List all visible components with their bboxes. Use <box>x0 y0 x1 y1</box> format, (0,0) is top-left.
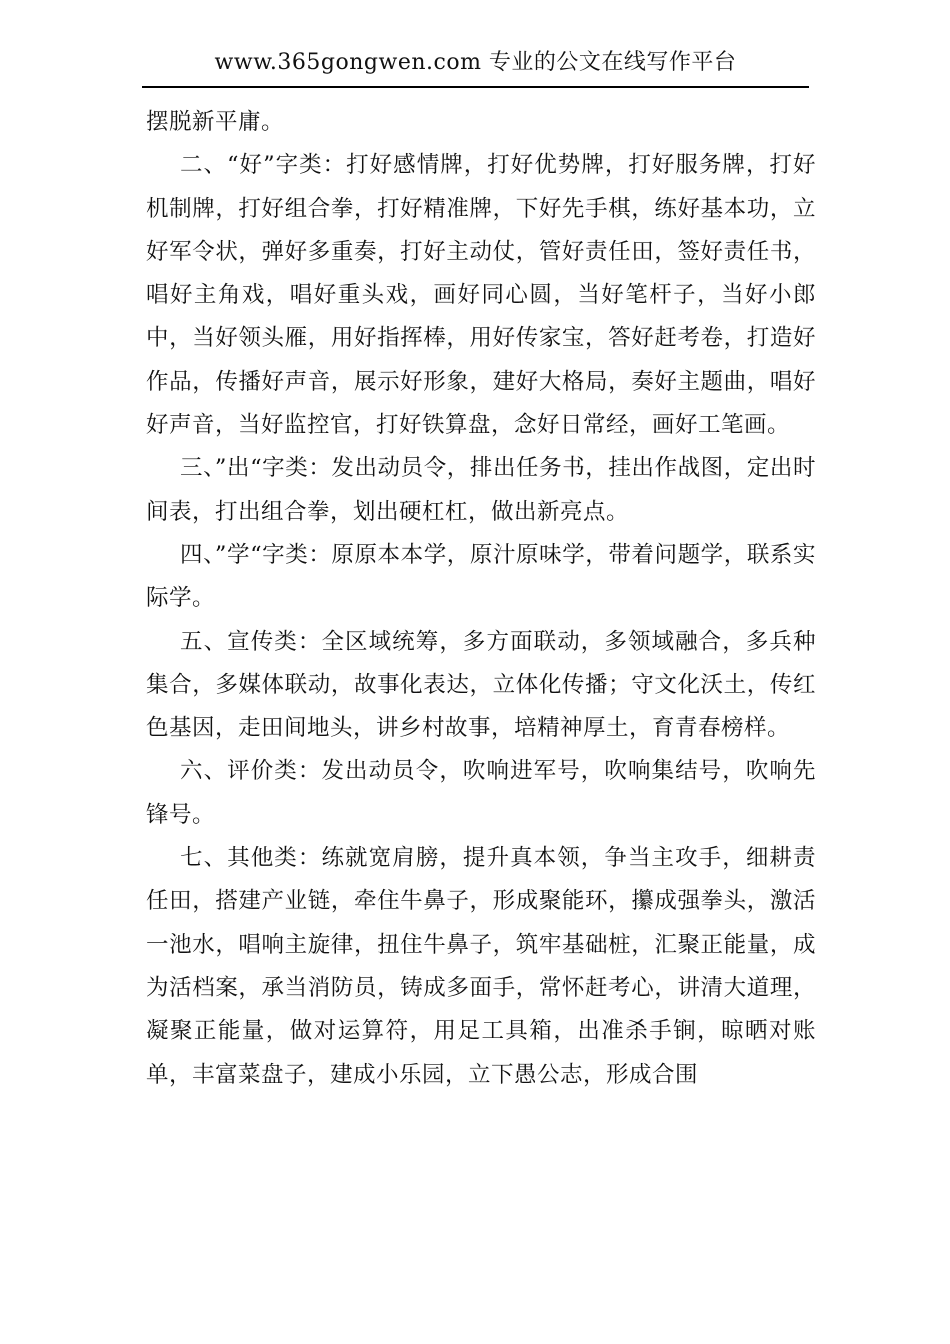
paragraph-other-category: 七、其他类：练就宽肩膀，提升真本领，争当主攻手，细耕责任田，搭建产业链，牵住牛鼻子，形成聚能环，攥成强拳头，激活一池水，唱响主旋律，扭住牛鼻子，筑牢基础桩，汇聚正能量，成为活档案，承当消防员，铸成多面手，常怀赶考心，讲清大道理，凝聚正能量，做对运算符，用足工具箱，出准杀手锏，晾晒对账单，丰富菜盘子，建成小乐园，立下愚公志，形成合围 <box>146 845 816 1088</box>
paragraph-evaluation-category: 六、评价类：发出动员令，吹响进军号，吹响集结号，吹响先锋号。 <box>146 758 816 828</box>
paragraph-chu-category: 三、”出“字类：发出动员令，排出任务书，挂出作战图，定出时间表，打出组合拳，划出硬杠杠，做出新亮点。 <box>146 455 816 525</box>
paragraph-hao-category: 二、“好”字类：打好感情牌，打好优势牌，打好服务牌，打好机制牌，打好组合拳，打好精准牌，下好先手棋，练好基本功，立好军令状，弹好多重奏，打好主动仗，管好责任田，签好责任书，唱好主角戏，唱好重头戏，画好同心圆，当好笔杆子，当好小郎中，当好领头雁，用好指挥棒，用好传家宝，答好赶考卷，打造好作品，传播好声音，展示好形象，建好大格局，奏好主题曲，唱好好声音，当好监控官，打好铁算盘，念好日常经，画好工笔画。 <box>146 152 816 439</box>
paragraph-continuation: 摆脱新平庸。 <box>146 109 285 135</box>
document-body <box>146 101 816 1097</box>
header-text: www.365gongwen.com 专业的公文在线写作平台 <box>214 50 737 75</box>
page-header <box>142 48 809 88</box>
paragraph-publicity-category: 五、宣传类：全区域统筹，多方面联动，多领域融合，多兵种集合，多媒体联动，故事化表达，立体化传播；守文化沃土，传红色基因，走田间地头，讲乡村故事，培精神厚土，育青春榜样。 <box>146 628 816 742</box>
paragraph-xue-category: 四、”学“字类：原原本本学，原汁原味学，带着问题学，联系实际学。 <box>146 541 816 612</box>
